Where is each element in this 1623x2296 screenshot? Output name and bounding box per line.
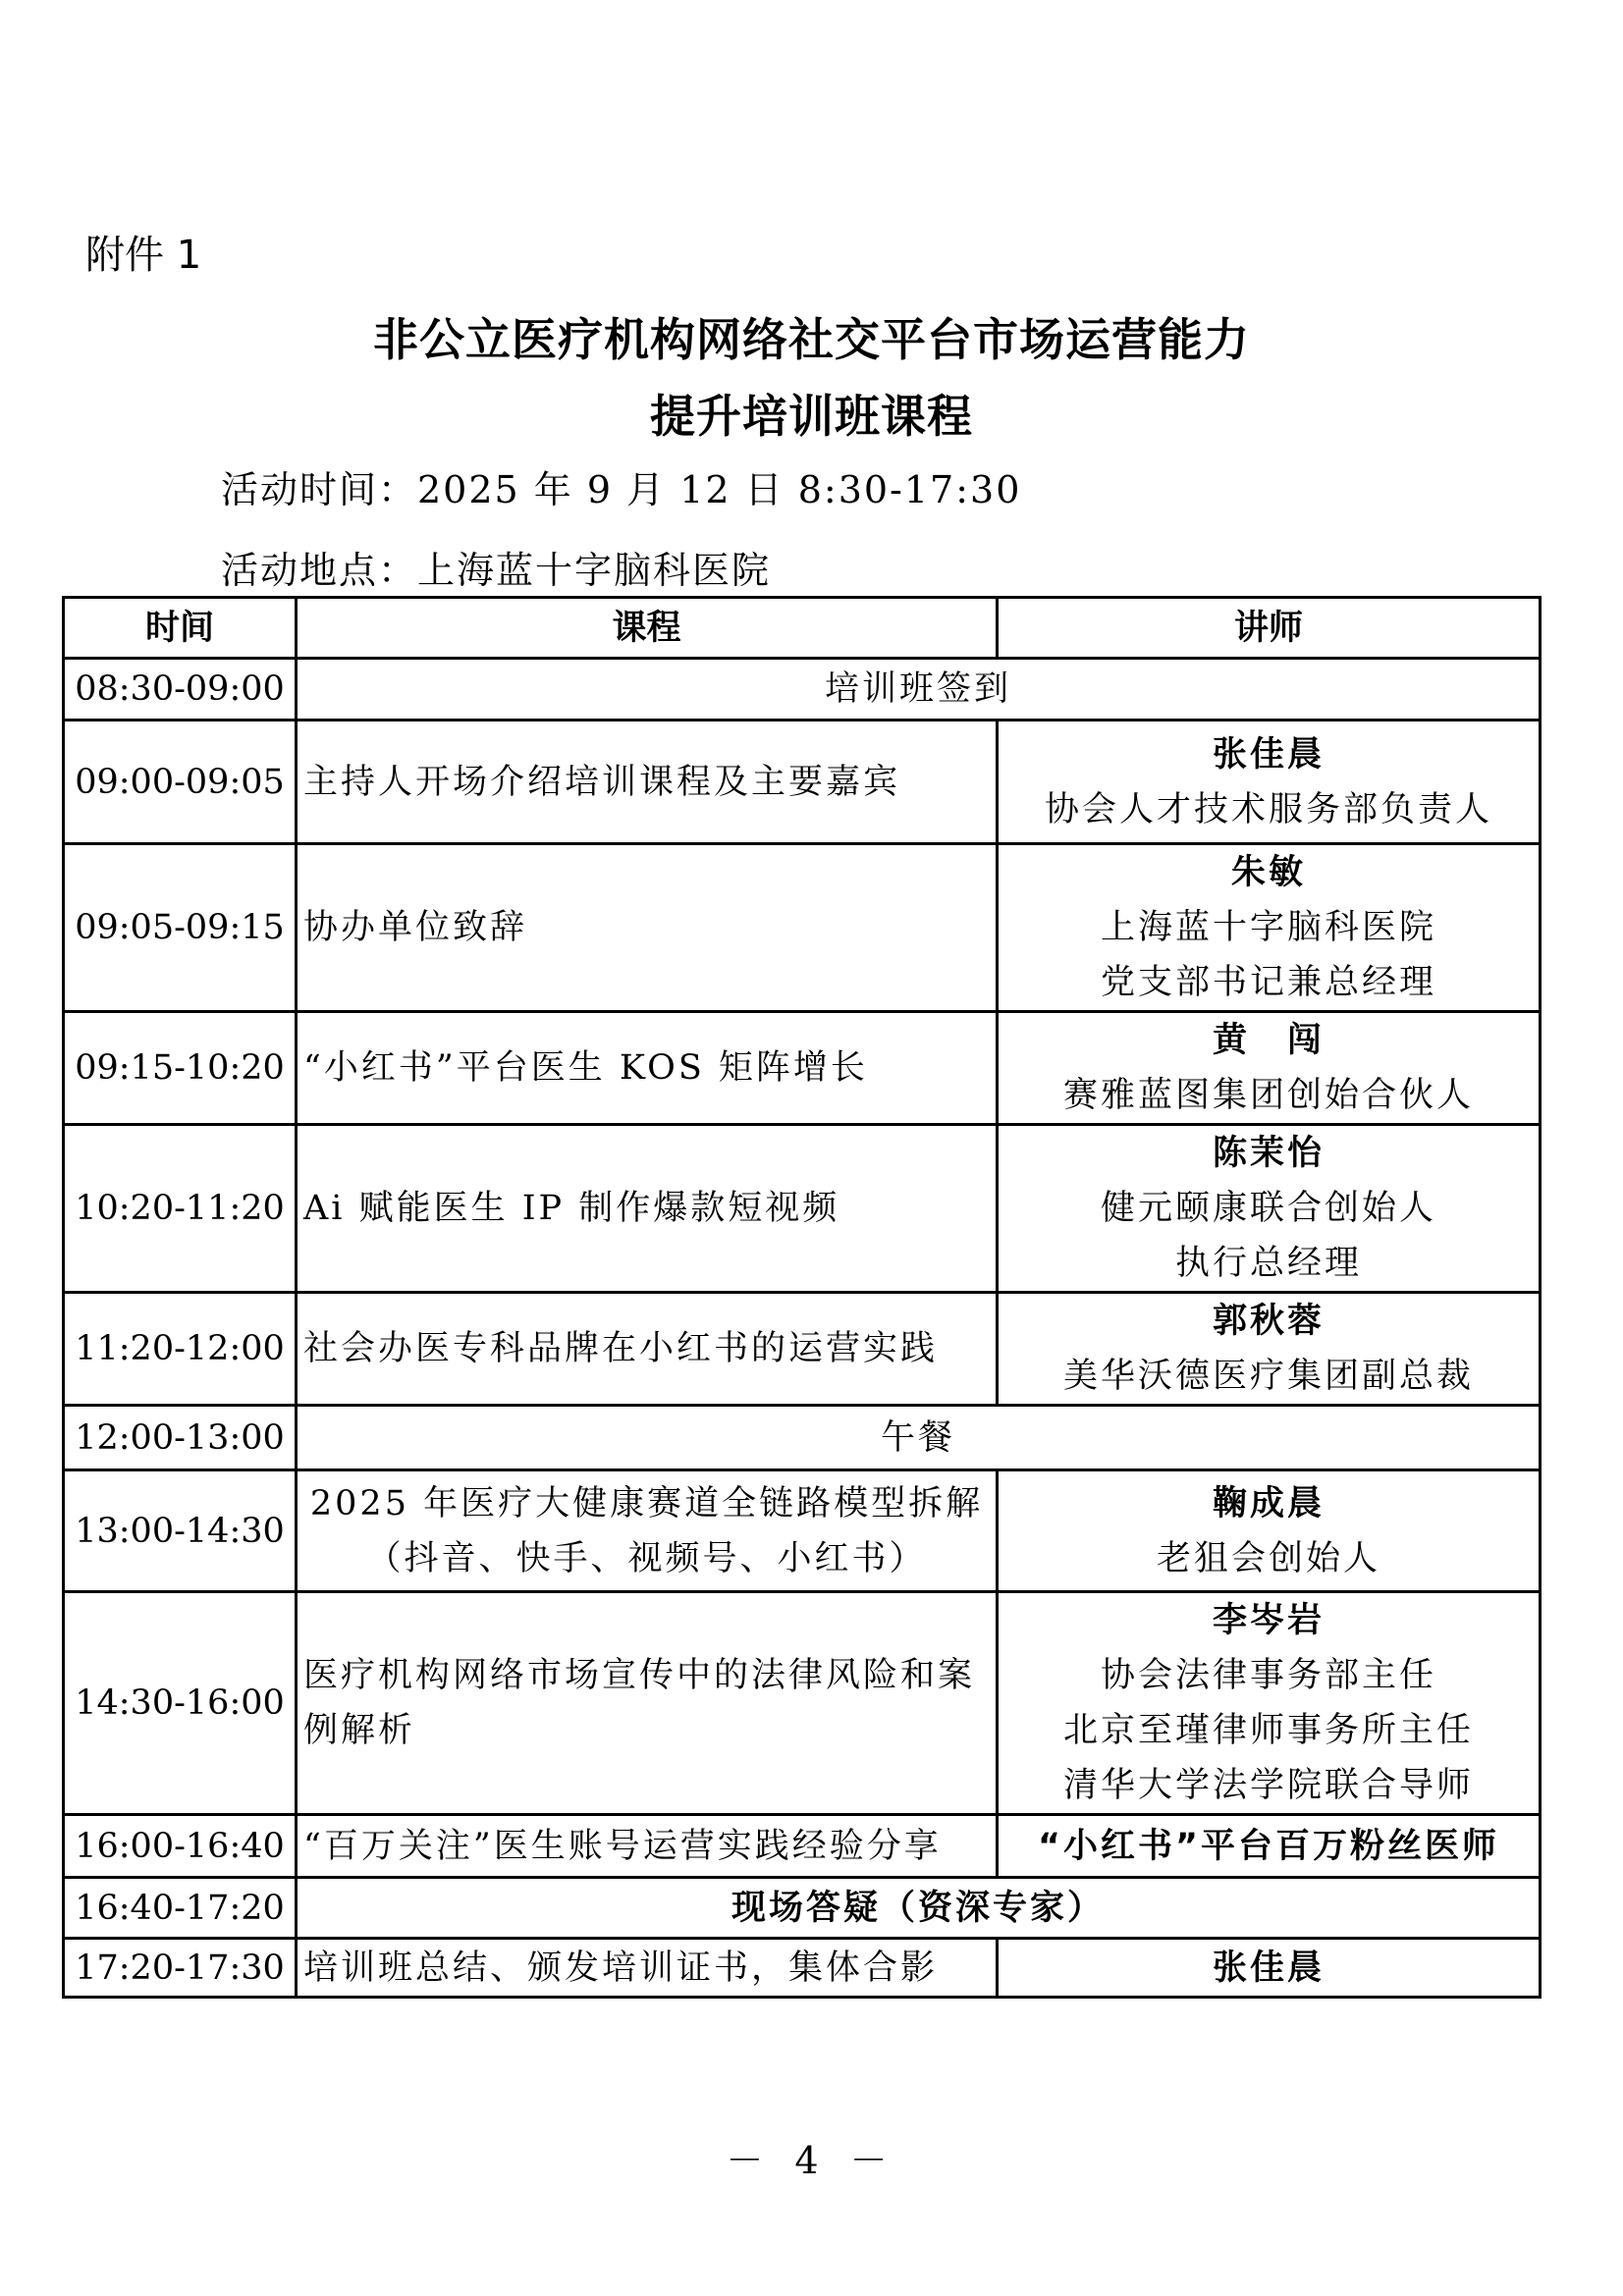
session-activity: 培训班签到 [297, 659, 1541, 721]
event-time: 活动时间：2025 年 9 月 12 日 8:30-17:30 [221, 468, 1022, 511]
session-time: 13:00-14:30 [64, 1470, 297, 1592]
table-row [64, 1939, 1541, 1998]
session-time: 12:00-13:00 [64, 1406, 297, 1470]
lecturer-title: 健元颐康联合创始人 [1100, 1189, 1436, 1228]
lecturer-name: 李岑岩 [1212, 1601, 1325, 1640]
session-activity: 午餐 [297, 1406, 1541, 1470]
session-lecturer [998, 1293, 1541, 1406]
lecturer-title: 上海蓝十字脑科医院 [1100, 908, 1436, 947]
session-course: “百万关注”医生账号运营实践经验分享 [297, 1815, 998, 1878]
session-lecturer [998, 1592, 1541, 1815]
lecturer-name: 郭秋蓉 [1212, 1302, 1325, 1341]
session-course: Ai 赋能医生 IP 制作爆款短视频 [297, 1125, 998, 1293]
lecturer-name: 鞠成晨 [1212, 1483, 1325, 1523]
session-lecturer [998, 1815, 1541, 1878]
lecturer-title: 清华大学法学院联合导师 [1062, 1766, 1474, 1805]
session-course: 社会办医专科品牌在小红书的运营实践 [297, 1293, 998, 1406]
course-line: 2025 年医疗大健康赛道全链路模型拆解 [309, 1483, 984, 1523]
session-lecturer [998, 1939, 1541, 1998]
session-lecturer [998, 844, 1541, 1012]
lecturer-title: 党支部书记兼总经理 [1100, 963, 1436, 1002]
header-lecturer: 讲师 [998, 598, 1541, 659]
session-course [297, 1470, 998, 1592]
course-line: （抖音、快手、视频号、小红书） [366, 1538, 927, 1578]
session-activity: 现场答疑（资深专家） [297, 1878, 1541, 1939]
lecturer-title: 协会人才技术服务部负责人 [1044, 789, 1492, 829]
lecturer-title: 赛雅蓝图集团创始合伙人 [1062, 1076, 1474, 1115]
table-row [64, 721, 1541, 844]
session-lecturer [998, 721, 1541, 844]
lecturer-title: 协会法律事务部主任 [1100, 1656, 1436, 1695]
session-time: 09:05-09:15 [64, 844, 297, 1012]
session-time: 16:40-17:20 [64, 1878, 297, 1939]
lecturer-name: 陈茉怡 [1212, 1134, 1325, 1173]
session-time: 10:20-11:20 [64, 1125, 297, 1293]
session-time: 08:30-09:00 [64, 659, 297, 721]
header-time: 时间 [64, 598, 297, 659]
session-time: 11:20-12:00 [64, 1293, 297, 1406]
session-time: 16:00-16:40 [64, 1815, 297, 1878]
session-course: 协办单位致辞 [297, 844, 998, 1012]
document-title-line2: 提升培训班课程 [650, 390, 973, 443]
lecturer-name: 张佳晨 [1212, 1948, 1325, 1988]
lecturer-title: 北京至瑾律师事务所主任 [1062, 1711, 1474, 1750]
header-course: 课程 [297, 598, 998, 659]
table-row [64, 659, 1541, 721]
table-row [64, 1012, 1541, 1125]
lecturer-name: 张佳晨 [1212, 734, 1325, 774]
session-time: 09:15-10:20 [64, 1012, 297, 1125]
attachment-label: 附件 1 [85, 233, 202, 278]
table-row [64, 1470, 1541, 1592]
session-course: “小红书”平台医生 KOS 矩阵增长 [297, 1012, 998, 1125]
lecturer-title: 老狙会创始人 [1156, 1538, 1380, 1578]
table-header-row [64, 598, 1541, 659]
lecturer-name: 黄 闯 [1212, 1021, 1325, 1060]
lecturer-name: “小红书”平台百万粉丝医师 [1037, 1826, 1499, 1866]
session-course: 培训班总结、颁发培训证书，集体合影 [297, 1939, 998, 1998]
lecturer-title: 执行总经理 [1174, 1244, 1362, 1283]
session-time: 09:00-09:05 [64, 721, 297, 844]
table-row [64, 1406, 1541, 1470]
table-row [64, 1878, 1541, 1939]
lecturer-name: 朱敏 [1230, 853, 1306, 892]
lecturer-title: 美华沃德医疗集团副总裁 [1062, 1357, 1474, 1396]
schedule-table [62, 596, 1542, 1999]
document-title-line1: 非公立医疗机构网络社交平台市场运营能力 [373, 313, 1250, 366]
session-lecturer [998, 1125, 1541, 1293]
table-row [64, 844, 1541, 1012]
table-row [64, 1293, 1541, 1406]
page-number: － 4 － [726, 2139, 897, 2182]
event-location: 活动地点：上海蓝十字脑科医院 [221, 549, 772, 592]
session-time: 17:20-17:30 [64, 1939, 297, 1998]
table-row [64, 1125, 1541, 1293]
session-time: 14:30-16:00 [64, 1592, 297, 1815]
session-course: 主持人开场介绍培训课程及主要嘉宾 [297, 721, 998, 844]
table-row [64, 1592, 1541, 1815]
session-lecturer [998, 1012, 1541, 1125]
session-course: 医疗机构网络市场宣传中的法律风险和案例解析 [297, 1592, 998, 1815]
session-lecturer [998, 1470, 1541, 1592]
table-row [64, 1815, 1541, 1878]
